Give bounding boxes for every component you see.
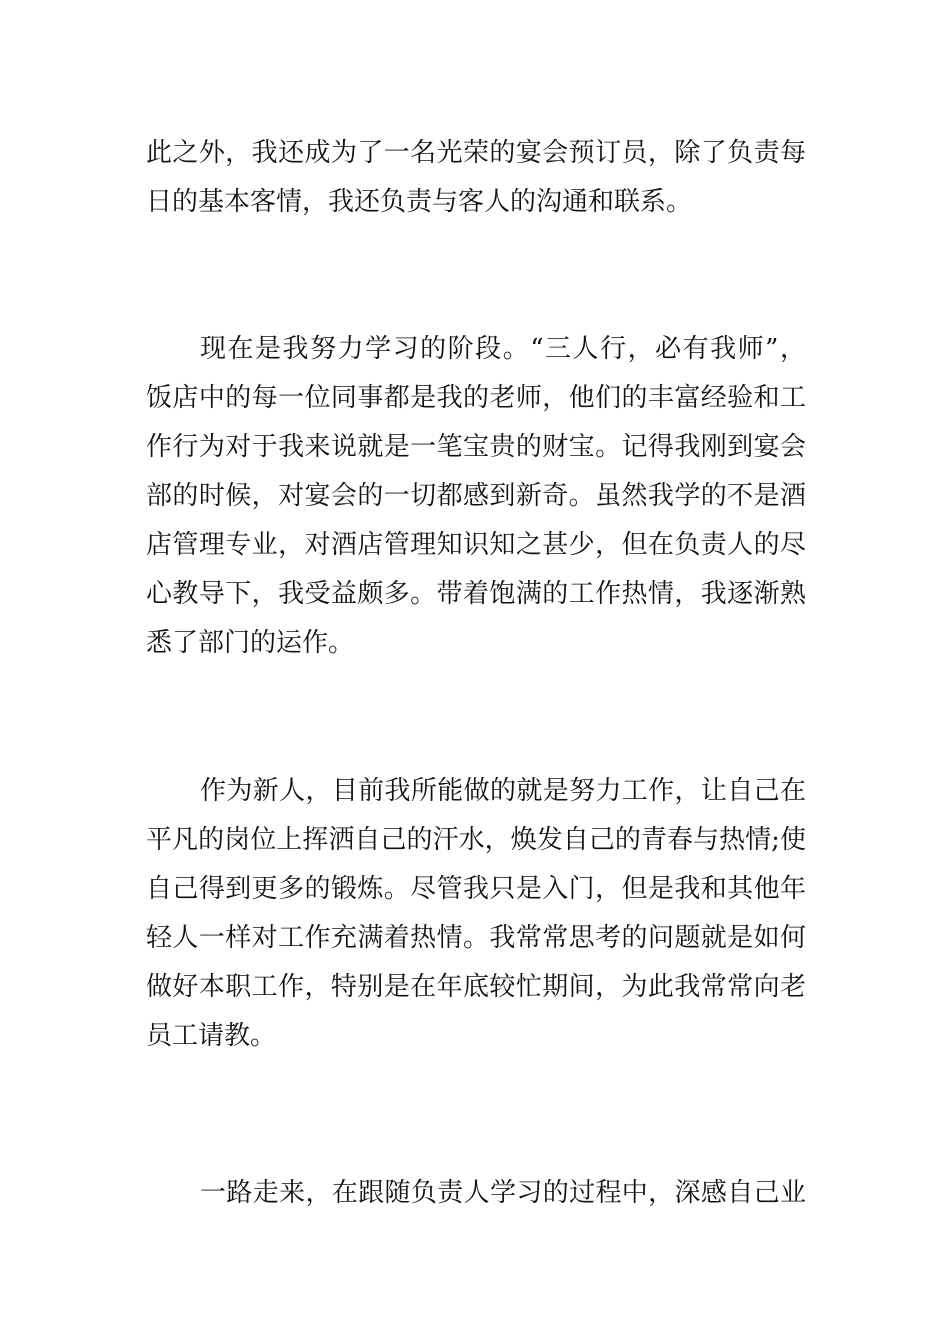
paragraph-line: 悉了部门的运作。 [146,628,355,658]
paragraph-line: 轻人一样对工作充满着热情。我常常思考的问题就是如何 [146,923,806,953]
paragraph-line: 作为新人，目前我所能做的就是努力工作，让自己在 [200,776,806,806]
paragraph-line: 一路走来，在跟随负责人学习的过程中，深感自己业 [200,1178,806,1208]
paragraph-1 [146,129,806,227]
paragraph-3 [146,767,806,1061]
paragraph-line: 部的时候，对宴会的一切都感到新奇。虽然我学的不是酒 [146,481,806,511]
paragraph-line: 作行为对于我来说就是一笔宝贵的财宝。记得我刚到宴会 [146,432,806,462]
paragraph-line: 心教导下，我受益颇多。带着饱满的工作热情，我逐渐熟 [146,579,806,609]
paragraph-line: 现在是我努力学习的阶段。“三人行，必有我师”， [200,334,806,364]
paragraph-line: 做好本职工作，特别是在年底较忙期间，为此我常常向老 [146,972,806,1002]
paragraph-line: 日的基本客情，我还负责与客人的沟通和联系。 [146,187,693,217]
paragraph-4 [146,1169,806,1218]
paragraph-line: 此之外，我还成为了一名光荣的宴会预订员，除了负责每 [146,138,806,168]
paragraph-2 [146,325,806,668]
paragraph-line: 饭店中的每一位同事都是我的老师，他们的丰富经验和工 [146,383,806,413]
paragraph-line: 店管理专业，对酒店管理知识知之甚少，但在负责人的尽 [146,530,806,560]
paragraph-line: 平凡的岗位上挥洒自己的汗水，焕发自己的青春与热情;使 [146,825,806,855]
paragraph-line: 自己得到更多的锻炼。尽管我只是入门，但是我和其他年 [146,874,806,904]
paragraph-line: 员工请教。 [146,1021,277,1051]
